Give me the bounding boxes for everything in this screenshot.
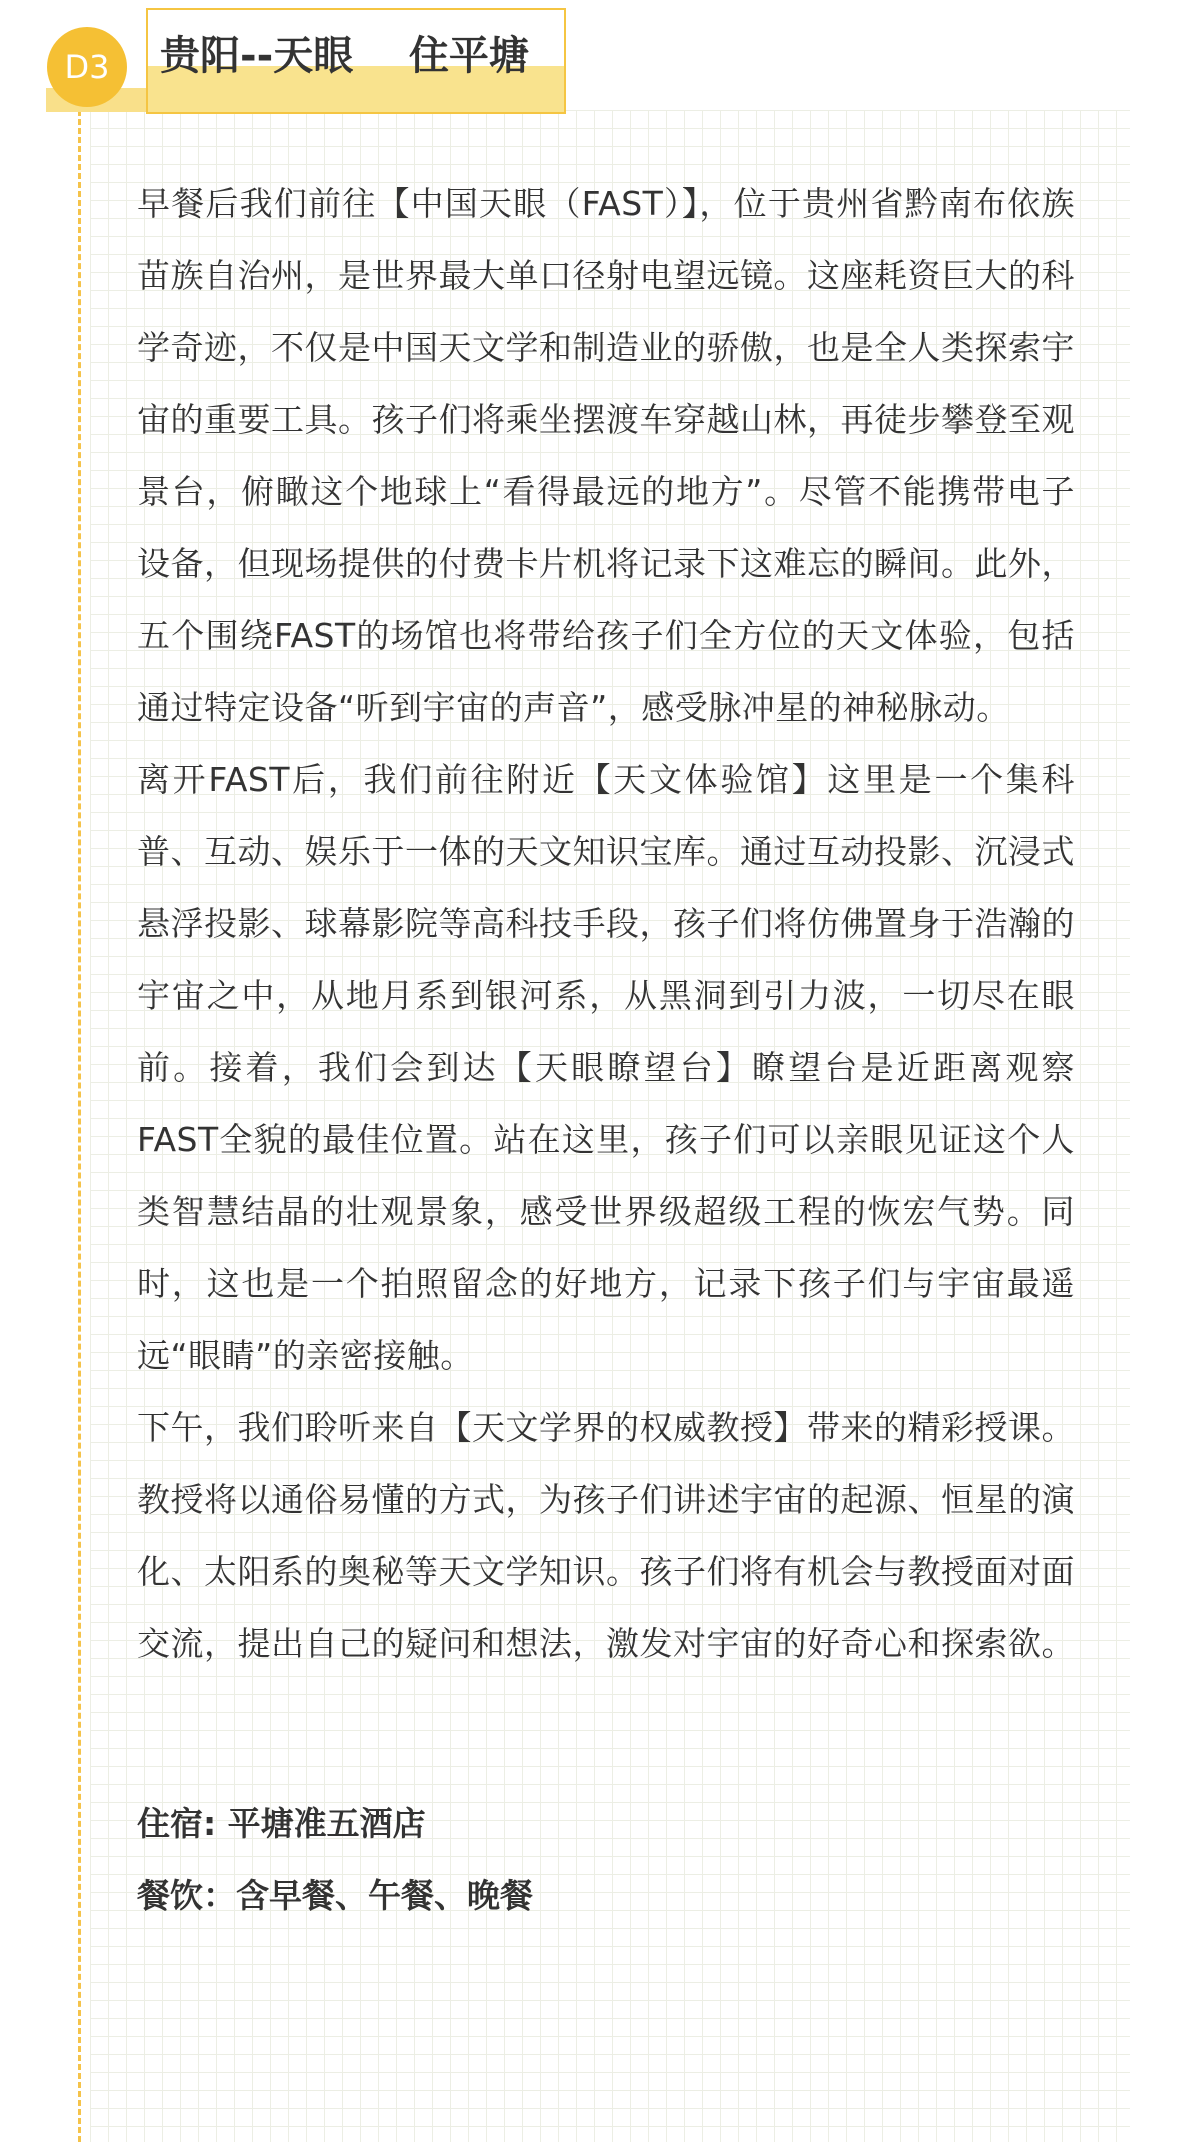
day-title-box <box>146 8 566 114</box>
accommodation-info: 住宿: 平塘准五酒店 <box>137 1804 426 1843</box>
timeline-dashed-line <box>78 110 81 2142</box>
itinerary-content <box>137 168 1075 1932</box>
meals-info: 餐饮：含早餐、午餐、晚餐 <box>137 1876 533 1915</box>
paragraph-professor-lecture: 下午，我们聆听来自【天文学界的权威教授】带来的精彩授课。教授将以通俗易懂的方式，为孩子们讲述宇宙的起源、恒星的演化、太阳系的奥秘等天文学知识。孩子们将有机会与教授面对面交流，提出自己的疑问和想法，激发对宇宙的好奇心和探索欲。 <box>137 1408 1075 1663</box>
paragraph-astronomy-hall: 离开FAST后，我们前往附近【天文体验馆】这里是一个集科普、互动、娱乐于一体的天文知识宝库。通过互动投影、沉浸式悬浮投影、球幕影院等高科技手段，孩子们将仿佛置身于浩瀚的宇宙之中，从地月系到银河系，从黑洞到引力波，一切尽在眼前。接着，我们会到达【天眼瞭望台】瞭望台是近距离观察FAST全貌的最佳位置。站在这里，孩子们可以亲眼见证这个人类智慧结晶的壮观景象，感受世界级超级工程的恢宏气势。同时，这也是一个拍照留念的好地方，记录下孩子们与宇宙最遥远“眼睛”的亲密接触。 <box>137 760 1075 1375</box>
paragraph-fast-visit: 早餐后我们前往【中国天眼（FAST）】，位于贵州省黔南布依族苗族自治州，是世界最大单口径射电望远镜。这座耗资巨大的科学奇迹，不仅是中国天文学和制造业的骄傲，也是全人类探索宇宙的重要工具。孩子们将乘坐摆渡车穿越山林，再徒步攀登至观景台，俯瞰这个地球上“看得最远的地方”。尽管不能携带电子设备，但现场提供的付费卡片机将记录下这难忘的瞬间。此外，五个围绕FAST的场馆也将带给孩子们全方位的天文体验，包括通过特定设备“听到宇宙的声音”，感受脉冲星的神秘脉动。 <box>137 184 1075 727</box>
spacer <box>137 1680 1075 1788</box>
day-badge: D3 <box>47 27 127 107</box>
day-title: 贵阳--天眼 住平塘 <box>160 33 529 79</box>
